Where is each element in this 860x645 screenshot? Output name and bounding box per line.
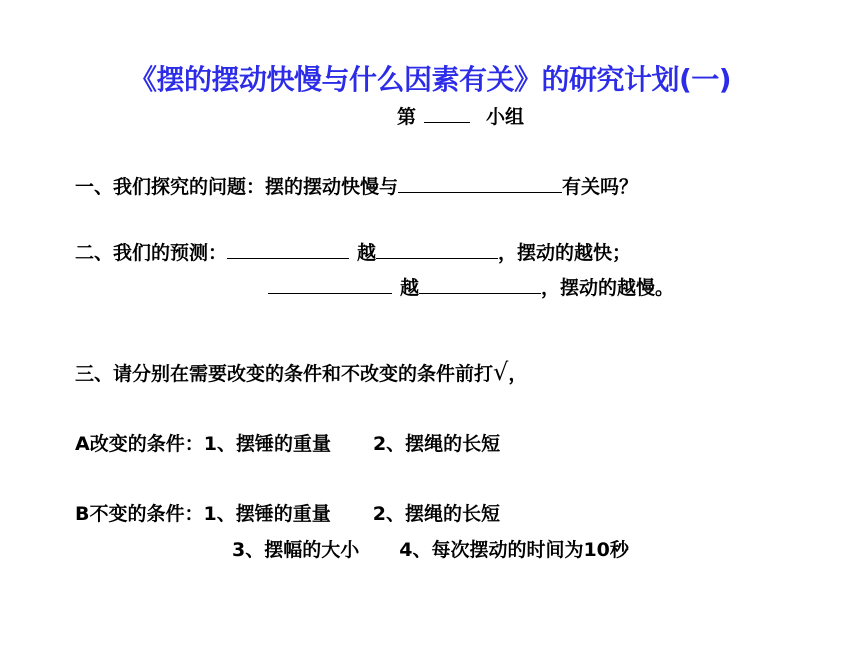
question-1 <box>75 174 638 199</box>
prediction-slow-tail: ，摆动的越慢。 <box>541 277 675 299</box>
prediction-slow-blank-2[interactable] <box>419 275 541 294</box>
question-1-blank[interactable] <box>398 174 562 193</box>
question-1-label: 一、我们探究的问题：摆的摆动快慢与 <box>75 176 399 198</box>
prediction-fast-yue: 越 <box>357 242 377 264</box>
question-3-text: 三、请分别在需要改变的条件和不改变的条件前打 <box>75 363 494 385</box>
prediction-fast-line <box>75 240 631 265</box>
section-b-item-4[interactable]: 4、每次摆动的时间为10秒 <box>399 539 629 561</box>
group-line <box>397 104 524 129</box>
section-b-item-3[interactable]: 3、摆幅的大小 <box>232 539 360 561</box>
page-title: 《摆的摆动快慢与什么因素有关》的研究计划(一) <box>128 63 732 96</box>
prediction-fast-blank-2[interactable] <box>376 240 498 259</box>
prediction-slow-yue: 越 <box>400 277 420 299</box>
prediction-label: 二、我们的预测： <box>75 242 228 264</box>
section-b-item-2[interactable]: 2、摆绳的长短 <box>372 503 500 525</box>
section-b <box>75 502 500 526</box>
section-a <box>75 432 500 456</box>
section-b-second-row <box>232 538 629 562</box>
section-a-item-1[interactable]: 1、摆锤的重量 <box>203 433 331 455</box>
question-1-tail: 有关吗？ <box>562 176 639 198</box>
prediction-fast-tail: ，摆动的越快； <box>498 242 632 264</box>
group-prefix: 第 <box>397 106 417 128</box>
section-a-label: A改变的条件： <box>75 433 204 455</box>
section-b-label: B不变的条件： <box>75 503 204 525</box>
prediction-slow-blank-1[interactable] <box>268 275 392 294</box>
check-mark-icon: √ <box>493 358 509 386</box>
section-a-item-2[interactable]: 2、摆绳的长短 <box>372 433 501 455</box>
section-b-item-1[interactable]: 1、摆锤的重量 <box>203 503 331 525</box>
group-suffix: 小组 <box>486 106 525 128</box>
question-3 <box>75 360 527 386</box>
prediction-fast-blank-1[interactable] <box>227 240 349 259</box>
question-3-tail: ， <box>508 363 528 385</box>
group-number-blank[interactable] <box>424 104 470 123</box>
prediction-slow-line <box>268 275 674 300</box>
